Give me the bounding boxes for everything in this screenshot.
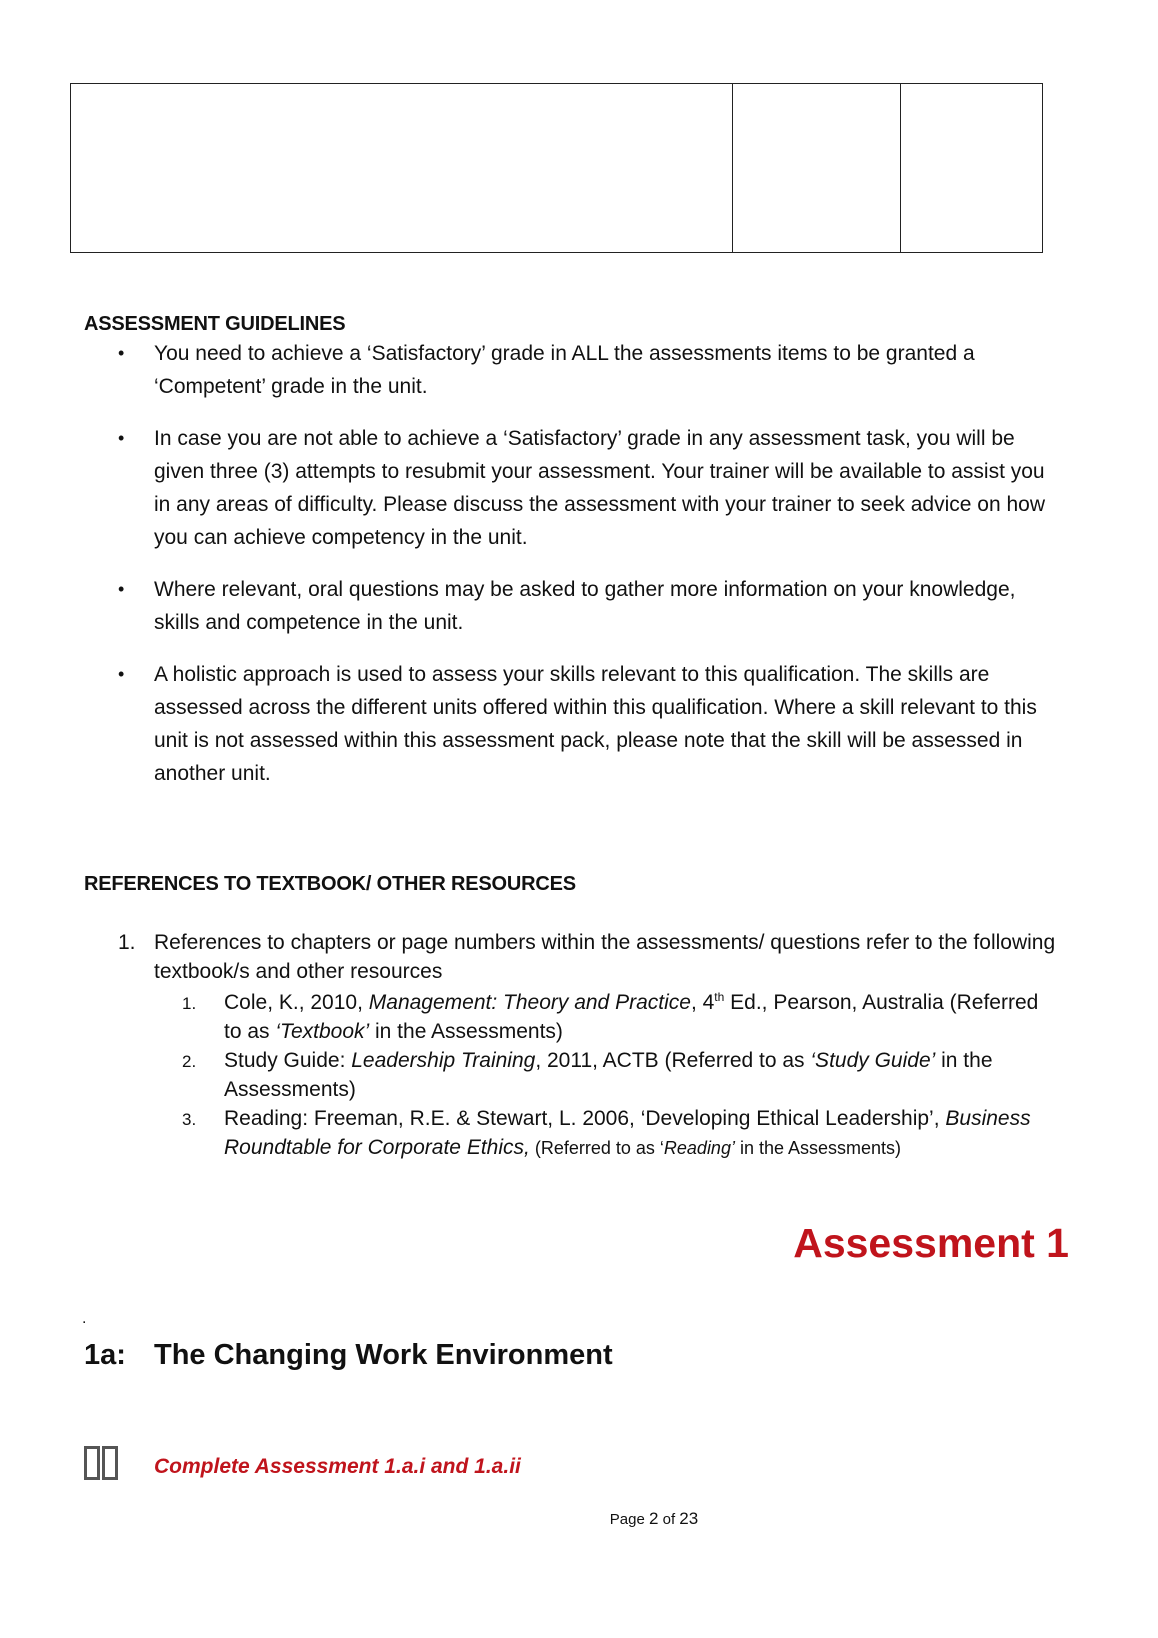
task-instruction: Complete Assessment 1.a.i and 1.a.ii <box>154 1455 521 1478</box>
bullet-icon: • <box>118 664 125 684</box>
sub-reference-list <box>154 988 1060 1163</box>
references-list <box>112 928 1060 1163</box>
empty-table <box>70 83 1043 253</box>
stray-dot: . <box>82 1310 87 1327</box>
bullet-icon: • <box>118 343 125 363</box>
section-title: The Changing Work Environment <box>154 1339 613 1371</box>
table-divider <box>900 84 901 252</box>
document-pair-icon <box>84 1446 118 1480</box>
reference-item: 3. Reading: Freeman, R.E. & Stewart, L. 2006, ‘Developing Ethical Leadership’, Business Roundtable for Corporate Ethics, (Referred to as ‘Reading’ in the Assessments) <box>182 1107 1031 1159</box>
guidelines-list <box>112 337 1060 809</box>
table-divider <box>732 84 733 252</box>
bullet-icon: • <box>118 428 125 448</box>
list-item: • Where relevant, oral questions may be asked to gather more information on your knowledge, skills and competence in the unit. <box>112 573 1060 639</box>
list-item: • A holistic approach is used to assess your skills relevant to this qualification. The skills are assessed across the different units offered within this qualification. Where a skill relevant to this unit is not assessed within this assessment pack, please note that the skill will be assessed in another unit. <box>112 658 1060 790</box>
list-item: 1. References to chapters or page numbers within the assessments/ questions refer to the following textbook/s and other resources 1. Cole, K., 2010, Management: Theory and Practice, 4th Ed., Pearson, Australia (Referred to as ‘Textbook’ in the Assessments) 2. Study Guide: Leadership Training, 2011, ACTB (Referred to as ‘Study Guide’ in the Assessments) 3. Reading: Freeman, R.E. & Stewart, L. 2006, ‘Developing Ethical Leadership’, Business Roundtable for Corporate Ethics, (Referred to as ‘Reading’ in the Assessments) <box>112 928 1060 1163</box>
page-footer: Page 2 of 23 <box>609 1509 699 1528</box>
reference-item: 1. Cole, K., 2010, Management: Theory and Practice, 4th Ed., Pearson, Australia (Referred to as ‘Textbook’ in the Assessments) <box>182 990 1039 1043</box>
reference-item: 2. Study Guide: Leadership Training, 2011, ACTB (Referred to as ‘Study Guide’ in the Assessments) <box>182 1049 993 1101</box>
guidelines-heading: ASSESSMENT GUIDELINES <box>84 313 346 335</box>
section-number: 1a: <box>84 1339 126 1371</box>
list-item: • You need to achieve a ‘Satisfactory’ grade in ALL the assessments items to be granted a ‘Competent’ grade in the unit. <box>112 337 1060 403</box>
list-item: • In case you are not able to achieve a ‘Satisfactory’ grade in any assessment task, you will be given three (3) attempts to resubmit your assessment. Your trainer will be available to assist you in any areas of difficulty. Please discuss the assessment with your trainer to seek advice on how you can achieve competency in the unit. <box>112 422 1060 554</box>
assessment-title: Assessment 1 <box>793 1220 1069 1266</box>
references-heading: REFERENCES TO TEXTBOOK/ OTHER RESOURCES <box>84 873 576 895</box>
bullet-icon: • <box>118 579 125 599</box>
